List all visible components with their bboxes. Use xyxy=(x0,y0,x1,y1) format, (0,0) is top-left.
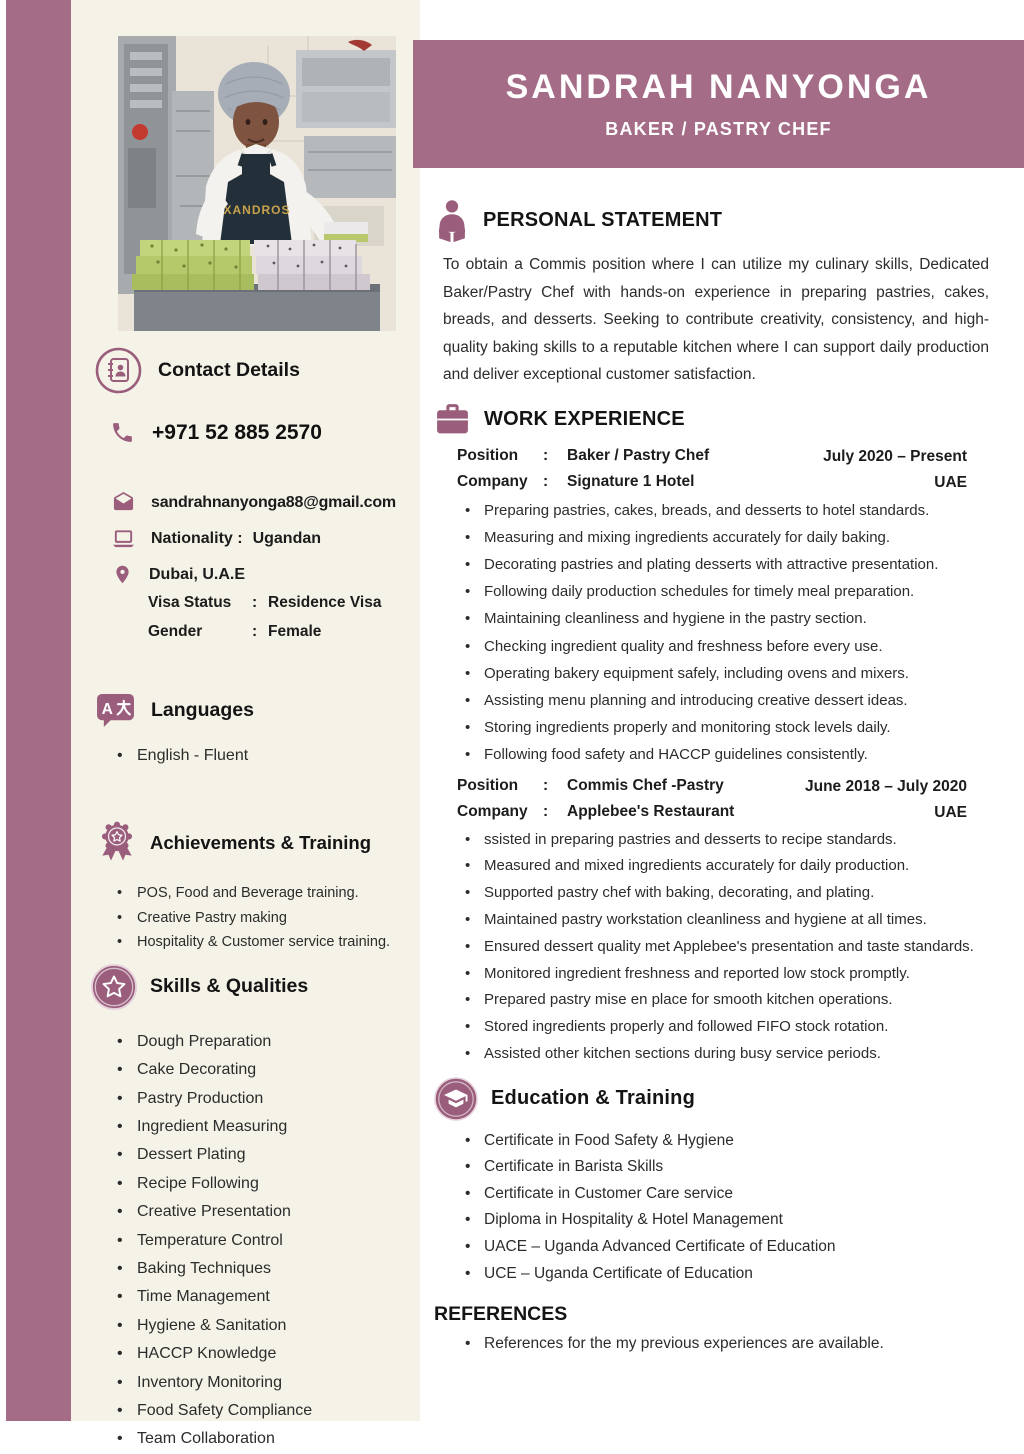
achievement-item: • Creative Pastry making xyxy=(111,906,420,931)
skill-item: • Recipe Following xyxy=(111,1170,420,1198)
award-ribbon-icon xyxy=(98,820,136,865)
svg-text:XANDROS: XANDROS xyxy=(223,203,291,217)
references-heading: REFERENCES xyxy=(434,1303,568,1326)
achievements-list xyxy=(111,881,420,955)
colon: : xyxy=(543,473,549,490)
visa-status-row xyxy=(148,592,420,614)
briefcase-icon xyxy=(434,401,471,438)
contact-book-icon xyxy=(95,347,142,394)
main-column xyxy=(420,0,1024,1421)
education-item: • Certificate in Customer Care service xyxy=(457,1181,984,1208)
kitchen-photo-illustration xyxy=(118,36,396,331)
experience-bullet: • Ensured dessert quality met Applebee's presentation and taste standards. xyxy=(457,934,984,961)
location-value: Dubai, U.A.E xyxy=(149,565,246,583)
education-heading: Education & Training xyxy=(491,1087,696,1110)
envelope-icon xyxy=(112,491,135,514)
skill-item: • Creative Presentation xyxy=(111,1198,420,1226)
experience-bullet: • Assisting menu planning and introducing creative dessert ideas. xyxy=(457,687,984,714)
gender-row xyxy=(148,621,420,643)
company-label: Company xyxy=(457,803,528,821)
work-experience-heading: WORK EXPERIENCE xyxy=(484,407,685,430)
gender-label: Gender xyxy=(148,623,203,640)
experience-bullet: • Storing ingredients properly and monitoring stock levels daily. xyxy=(457,714,984,741)
education-item: • UCE – Uganda Certificate of Education xyxy=(457,1261,984,1288)
location-row xyxy=(112,564,420,585)
personal-statement-heading: PERSONAL STATEMENT xyxy=(483,209,723,231)
position-value: Baker / Pastry Chef xyxy=(567,446,710,464)
contact-details-section-header xyxy=(95,347,420,394)
skill-item: • Food Safety Compliance xyxy=(111,1397,420,1425)
visa-status-value: Residence Visa xyxy=(268,594,382,611)
colon: : xyxy=(543,803,549,821)
laptop-icon xyxy=(112,529,135,549)
position-label: Position xyxy=(457,446,519,464)
graduation-cap-icon xyxy=(434,1077,478,1121)
experience-bullet: • Operating bakery equipment safely, including ovens and mixers. xyxy=(457,660,984,687)
skill-item: • Ingredient Measuring xyxy=(111,1113,420,1141)
visa-status-separator: : xyxy=(252,594,258,611)
gender-separator: : xyxy=(252,623,258,640)
experience-bullet: • Following food safety and HACCP guidelines consistently. xyxy=(457,741,984,768)
languages-list xyxy=(111,742,420,770)
gender-value: Female xyxy=(268,623,322,640)
job-dates: July 2020 – Present xyxy=(823,447,967,465)
experience-bullet: • Decorating pastries and plating desserts with attractive presentation. xyxy=(457,551,984,578)
candidate-title: BAKER / PASTRY CHEF xyxy=(605,119,832,139)
experience-bullet: • Measured and mixed ingredients accurately for daily production. xyxy=(457,853,984,880)
achievement-item: • Hospitality & Customer service training. xyxy=(111,930,420,955)
skill-item: • Cake Decorating xyxy=(111,1056,420,1084)
position-label: Position xyxy=(457,776,519,794)
achievements-heading: Achievements & Training xyxy=(150,831,372,853)
colon: : xyxy=(543,776,549,794)
references-list xyxy=(457,1331,984,1357)
job-header xyxy=(457,773,967,827)
skills-section-header xyxy=(90,963,420,1011)
skills-list xyxy=(111,1028,420,1454)
skill-item: • Dough Preparation xyxy=(111,1028,420,1056)
achievement-item: • POS, Food and Beverage training. xyxy=(111,881,420,906)
education-item: • UACE – Uganda Advanced Certificate of Education xyxy=(457,1234,984,1261)
skill-item: • Dessert Plating xyxy=(111,1141,420,1169)
job-dates: June 2018 – July 2020 xyxy=(804,777,967,795)
job-header xyxy=(457,443,967,497)
personal-statement-body: To obtain a Commis position where I can utilize my culinary skills, Dedicated Baker/Pastry Chef with hands-on experience in preparing pastries, cakes, breads, and desserts. Seeking to contribute creativity, consistency, and high-quality baking skills to a reputable kitchen where I can support daily production and deliver exceptional customer satisfaction. xyxy=(443,256,989,383)
email-row xyxy=(112,491,420,514)
job-location: UAE xyxy=(934,474,967,491)
job-bullets xyxy=(457,827,984,1068)
experience-bullet: • Measuring and mixing ingredients accurately for daily baking. xyxy=(457,524,984,551)
main-content xyxy=(420,168,1024,1421)
experience-bullet: • Preparing pastries, cakes, breads, and desserts to hotel standards. xyxy=(457,497,984,524)
education-item: • Certificate in Food Safety & Hygiene xyxy=(457,1128,984,1155)
skill-item: • Inventory Monitoring xyxy=(111,1369,420,1397)
location-pin-icon xyxy=(112,564,133,585)
skill-item: • Time Management xyxy=(111,1283,420,1311)
education-list xyxy=(457,1128,984,1288)
contact-details-heading: Contact Details xyxy=(158,359,300,381)
phone-number[interactable]: +971 52 885 2570 xyxy=(152,420,322,444)
job-location: UAE xyxy=(934,804,967,822)
person-reading-icon xyxy=(434,198,470,243)
personal-statement-header xyxy=(434,198,984,243)
experience-bullet: • Stored ingredients properly and followed FIFO stock rotation. xyxy=(457,1014,984,1041)
experience-bullet: • Monitored ingredient freshness and reported low stock promptly. xyxy=(457,961,984,988)
skill-item: • HACCP Knowledge xyxy=(111,1340,420,1368)
education-header xyxy=(434,1077,984,1121)
experience-bullet: • Maintained pastry workstation cleanliness and hygiene at all times. xyxy=(457,907,984,934)
skill-item: • Hygiene & Sanitation xyxy=(111,1312,420,1340)
sidebar xyxy=(71,0,420,1448)
skills-heading: Skills & Qualities xyxy=(150,975,309,998)
phone-row xyxy=(110,420,420,445)
nationality-row xyxy=(112,529,420,549)
experience-bullet: • Following daily production schedules for timely meal preparation. xyxy=(457,578,984,605)
phone-icon xyxy=(110,420,135,445)
language-item: • English - Fluent xyxy=(111,742,420,770)
skill-item: • Temperature Control xyxy=(111,1227,420,1255)
header-band xyxy=(413,40,1024,168)
company-label: Company xyxy=(457,473,528,490)
skill-item: • Baking Techniques xyxy=(111,1255,420,1283)
candidate-name: SANDRAH NANYONGA xyxy=(505,68,932,106)
job-entry xyxy=(434,773,984,1068)
reference-item: • References for the my previous experiences are available. xyxy=(457,1331,984,1357)
experience-bullet: • ssisted in preparing pastries and desserts to recipe standards. xyxy=(457,827,984,854)
experience-bullet: • Assisted other kitchen sections during busy service periods. xyxy=(457,1041,984,1068)
nationality-label: Nationality : xyxy=(151,530,243,547)
star-circle-icon xyxy=(90,963,138,1011)
company-value: Signature 1 Hotel xyxy=(567,473,695,490)
experience-bullet: • Supported pastry chef with baking, decorating, and plating. xyxy=(457,880,984,907)
svg-text:A: A xyxy=(101,700,113,718)
job-entry xyxy=(434,443,984,769)
education-item: • Certificate in Barista Skills xyxy=(457,1154,984,1181)
experience-bullet: • Maintaining cleanliness and hygiene in the pastry section. xyxy=(457,605,984,632)
languages-section-header xyxy=(96,693,420,728)
job-bullets xyxy=(457,497,984,769)
company-value: Applebee's Restaurant xyxy=(567,803,735,821)
work-experience-header xyxy=(434,401,984,438)
nationality-value: Ugandan xyxy=(252,530,322,547)
email-address[interactable]: sandrahnanyonga88@gmail.com xyxy=(151,493,396,511)
skill-item: • Team Collaboration xyxy=(111,1425,420,1453)
education-item: • Diploma in Hospitality & Hotel Management xyxy=(457,1207,984,1234)
position-value: Commis Chef -Pastry xyxy=(567,776,724,794)
profile-photo xyxy=(118,36,396,331)
experience-bullet: • Prepared pastry mise en place for smooth kitchen operations. xyxy=(457,987,984,1014)
languages-heading: Languages xyxy=(151,699,254,721)
skill-item: • Pastry Production xyxy=(111,1085,420,1113)
experience-bullet: • Checking ingredient quality and freshness before every use. xyxy=(457,633,984,660)
translate-icon xyxy=(96,693,135,728)
achievements-section-header xyxy=(98,820,420,865)
visa-status-label: Visa Status xyxy=(148,594,232,611)
left-accent-strip xyxy=(6,0,71,1421)
colon: : xyxy=(543,446,549,464)
